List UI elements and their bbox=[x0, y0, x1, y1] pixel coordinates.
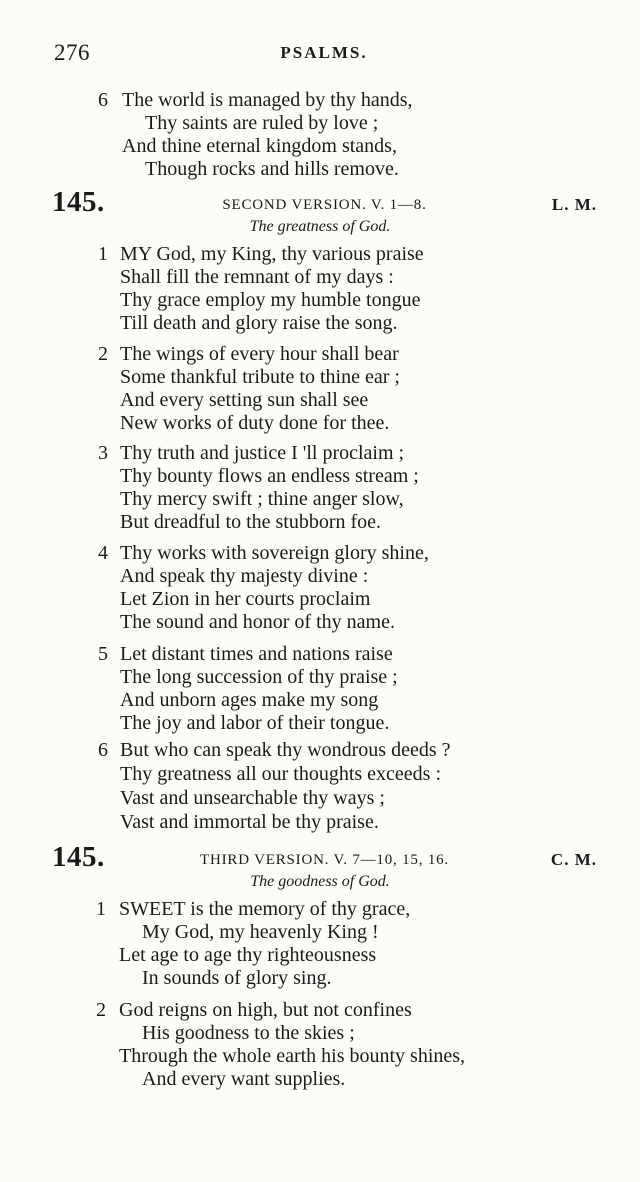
hymn-number: 145. bbox=[52, 841, 105, 873]
verse-line: But dreadful to the stubborn foe. bbox=[120, 511, 382, 533]
stanza-number: 3 bbox=[98, 442, 108, 464]
stanza-number: 5 bbox=[98, 643, 108, 665]
verse-line: Thy grace employ my humble tongue bbox=[120, 289, 421, 311]
verse-line: And every want supplies. bbox=[142, 1068, 346, 1090]
verse-line: And speak thy majesty divine : bbox=[120, 565, 369, 587]
verse-line: His goodness to the skies ; bbox=[142, 1022, 355, 1044]
verse-line: Let age to age thy righteousness bbox=[119, 944, 377, 966]
verse-line: Some thankful tribute to thine ear ; bbox=[120, 366, 400, 388]
running-title: PSALMS. bbox=[280, 43, 368, 62]
stanza-number: 4 bbox=[98, 542, 108, 564]
verse-line: Let distant times and nations raise bbox=[120, 643, 393, 665]
verse-line: Through the whole earth his bounty shines, bbox=[119, 1045, 466, 1067]
verse-line: And thine eternal kingdom stands, bbox=[122, 135, 397, 157]
verse-line: Till death and glory raise the song. bbox=[120, 312, 398, 334]
version-label: SECOND VERSION. V. 1—8. bbox=[222, 197, 427, 213]
stanza-number: 6 bbox=[98, 739, 108, 761]
verse-line: My God, my heavenly King ! bbox=[142, 921, 379, 943]
verse-line: God reigns on high, but not confines bbox=[119, 999, 412, 1021]
verse-line: Thy mercy swift ; thine anger slow, bbox=[120, 488, 404, 510]
verse-line: Shall fill the remnant of my days : bbox=[120, 266, 394, 288]
version-label: THIRD VERSION. V. 7—10, 15, 16. bbox=[200, 852, 449, 868]
stanza-number: 1 bbox=[96, 898, 106, 920]
page-number: 276 bbox=[54, 40, 90, 65]
verse-line: The joy and labor of their tongue. bbox=[120, 712, 390, 734]
hymn-heading bbox=[52, 841, 597, 875]
verse-line: And every setting sun shall see bbox=[120, 389, 369, 411]
stanza-number: 2 bbox=[98, 343, 108, 365]
verse-line: In sounds of glory sing. bbox=[142, 967, 332, 989]
verse-line: The sound and honor of thy name. bbox=[120, 611, 395, 633]
verse-line: The world is managed by thy hands, bbox=[122, 89, 413, 111]
hymn-subtitle: The greatness of God. bbox=[249, 218, 391, 235]
verse-line: Though rocks and hills remove. bbox=[145, 158, 399, 180]
verse-line: Thy saints are ruled by love ; bbox=[145, 112, 379, 134]
verse-line: Thy truth and justice I 'll proclaim ; bbox=[120, 442, 405, 464]
meter-label: L. M. bbox=[551, 195, 597, 214]
verse-line: The long succession of thy praise ; bbox=[120, 666, 398, 688]
verse-line: Vast and immortal be thy praise. bbox=[120, 811, 379, 833]
verse-line: New works of duty done for thee. bbox=[120, 412, 390, 434]
hymn-subtitle: The goodness of God. bbox=[250, 873, 390, 890]
stanza-number: 2 bbox=[96, 999, 106, 1021]
hymn-heading bbox=[52, 186, 597, 220]
verse-line: But who can speak thy wondrous deeds ? bbox=[120, 739, 451, 761]
verse-line: Thy greatness all our thoughts exceeds : bbox=[120, 763, 442, 785]
hymn-number: 145. bbox=[52, 186, 105, 218]
verse-line: Vast and unsearchable thy ways ; bbox=[120, 787, 385, 809]
page-header bbox=[54, 40, 594, 70]
verse-line: MY God, my King, thy various praise bbox=[120, 243, 424, 265]
verse-line: Thy bounty flows an endless stream ; bbox=[120, 465, 419, 487]
stanza-number: 1 bbox=[98, 243, 108, 265]
verse-line: Let Zion in her courts proclaim bbox=[120, 588, 371, 610]
verse-line: Thy works with sovereign glory shine, bbox=[120, 542, 429, 564]
verse-line: The wings of every hour shall bear bbox=[120, 343, 399, 365]
verse-line: And unborn ages make my song bbox=[120, 689, 379, 711]
stanza-number: 6 bbox=[98, 89, 108, 111]
meter-label: C. M. bbox=[550, 850, 597, 869]
verse-line: SWEET is the memory of thy grace, bbox=[119, 898, 411, 920]
